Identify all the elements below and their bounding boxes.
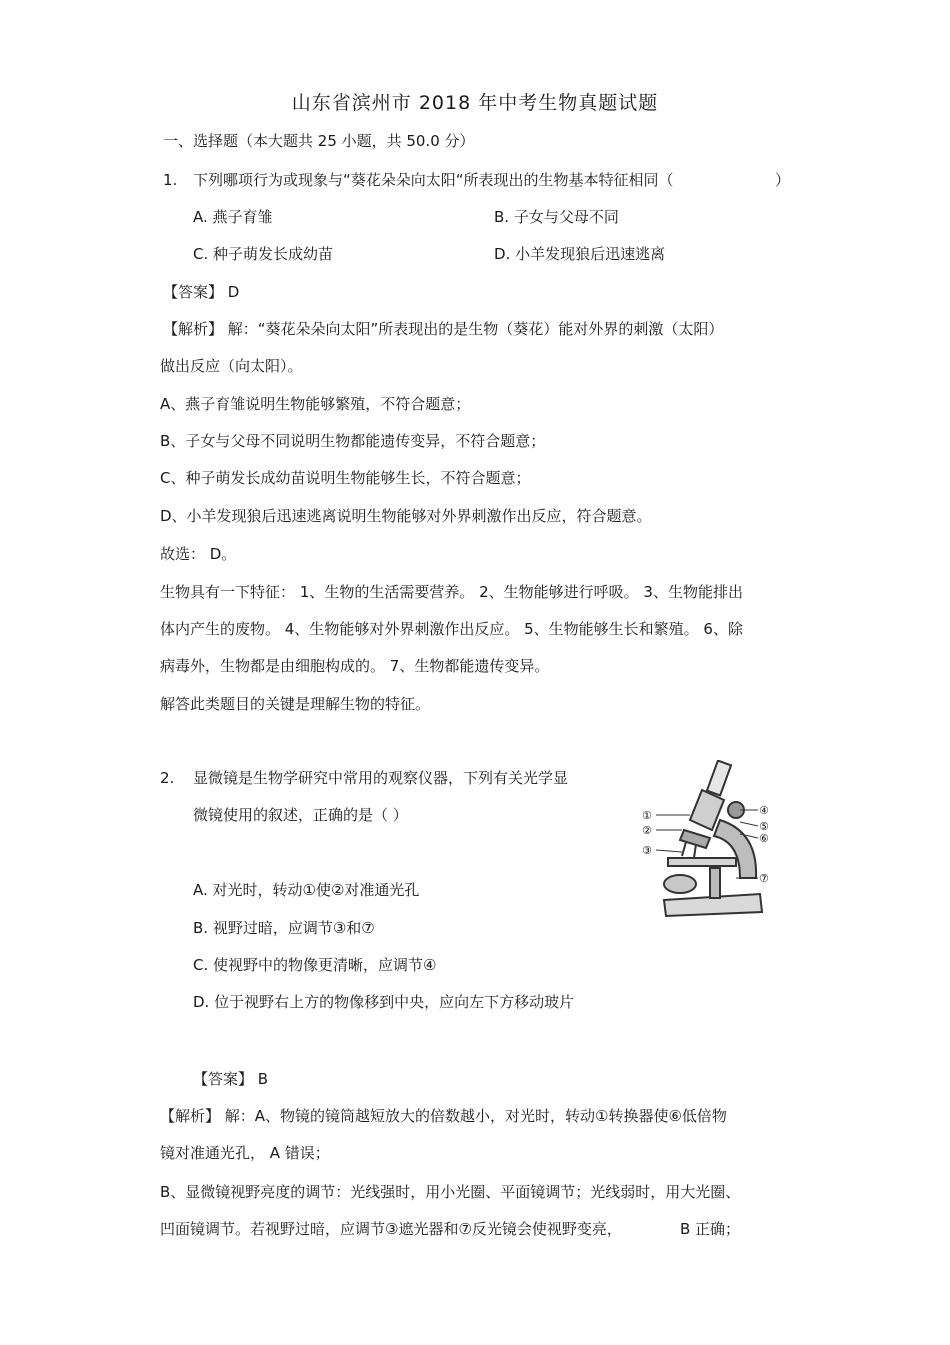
q1-close-paren: ） [775,171,791,189]
q2-analysis-tail: B 正确； [680,1220,741,1238]
q2-answer: 【答案】 B [193,1070,269,1088]
q1-analysis-line: D、小羊发现狼后迅速逃离说明生物能够对外界刺激作出反应，符合题意。 [160,507,652,525]
figure-label: ① [642,809,652,822]
q1-analysis-line: 做出反应（向太阳）。 [160,357,303,375]
q1-analysis-line: 病毒外，生物都是由细胞构成的。 7、生物都能遗传变异。 [160,657,550,675]
q2-stem-line2: 微镜使用的叙述，正确的是（ ） [193,806,408,824]
q2-analysis-line: 镜对准通光孔， A 错误； [160,1144,330,1162]
q1-option-b: B. 子女与父母不同 [494,208,619,226]
figure-label: ⑦ [759,872,769,885]
q2-stem-line1: 显微镜是生物学研究中常用的观察仪器，下列有关光学显 [193,769,569,787]
figure-label: ④ [759,804,769,817]
q1-analysis-line: B、子女与父母不同说明生物都能遗传变异，不符合题意； [160,432,546,450]
q2-analysis-line: 【解析】 解：A、物镜的镜筒越短放大的倍数越小，对光时，转动①转换器使⑥低倍物 [160,1107,727,1125]
q2-option-c: C. 使视野中的物像更清晰，应调节④ [193,956,437,974]
q2-analysis-line: B、显微镜视野亮度的调节：光线强时，用小光圈、平面镜调节；光线弱时，用大光圈、 [160,1183,741,1201]
microscope-figure [640,760,780,920]
q1-option-d: D. 小羊发现狼后迅速逃离 [494,245,666,263]
q1-analysis-line: 体内产生的废物。 4、生物能够对外界刺激作出反应。 5、生物能够生长和繁殖。 6、除 [160,620,743,638]
q2-analysis-line: 凹面镜调节。若视野过暗，应调节③遮光器和⑦反光镜会使视野变亮， [160,1220,622,1238]
q2-option-d: D. 位于视野右上方的物像移到中央，应向左下方移动玻片 [193,993,575,1011]
q2-option-b: B. 视野过暗，应调节③和⑦ [193,919,375,937]
q1-option-c: C. 种子萌发长成幼苗 [193,245,334,263]
q1-analysis-line: 【解析】 解：“葵花朵朵向太阳”所表现出的是生物（葵花）能对外界的刺激（太阳） [163,320,724,338]
q1-option-a: A. 燕子育雏 [193,208,273,226]
q2-option-a: A. 对光时，转动①使②对准通光孔 [193,881,420,899]
section-heading: 一、选择题（本大题共 25 小题，共 50.0 分） [163,132,475,150]
figure-label: ⑤ [759,820,769,833]
q1-answer: 【答案】 D [163,283,240,301]
q1-analysis-line: C、种子萌发长成幼苗说明生物能够生长，不符合题意； [160,469,531,487]
q1-stem: 下列哪项行为或现象与“葵花朵朵向太阳“所表现出的生物基本特征相同（ [193,171,674,189]
q1-analysis-line: 生物具有一下特征： 1、生物的生活需要营养。 2、生物能够进行呼吸。 3、生物能排出 [160,583,743,601]
q2-number: 2. [160,769,175,787]
q1-analysis-line: 故选： D。 [160,545,237,563]
q1-number: 1. [163,171,178,189]
q1-analysis-line: 解答此类题目的关键是理解生物的特征。 [160,695,431,713]
document-title: 山东省滨州市 2018 年中考生物真题试题 [291,92,659,114]
figure-label: ② [642,824,652,837]
figure-label: ③ [642,844,652,857]
q1-analysis-line: A、燕子育雏说明生物能够繁殖，不符合题意； [160,395,471,413]
figure-label: ⑥ [759,832,769,845]
